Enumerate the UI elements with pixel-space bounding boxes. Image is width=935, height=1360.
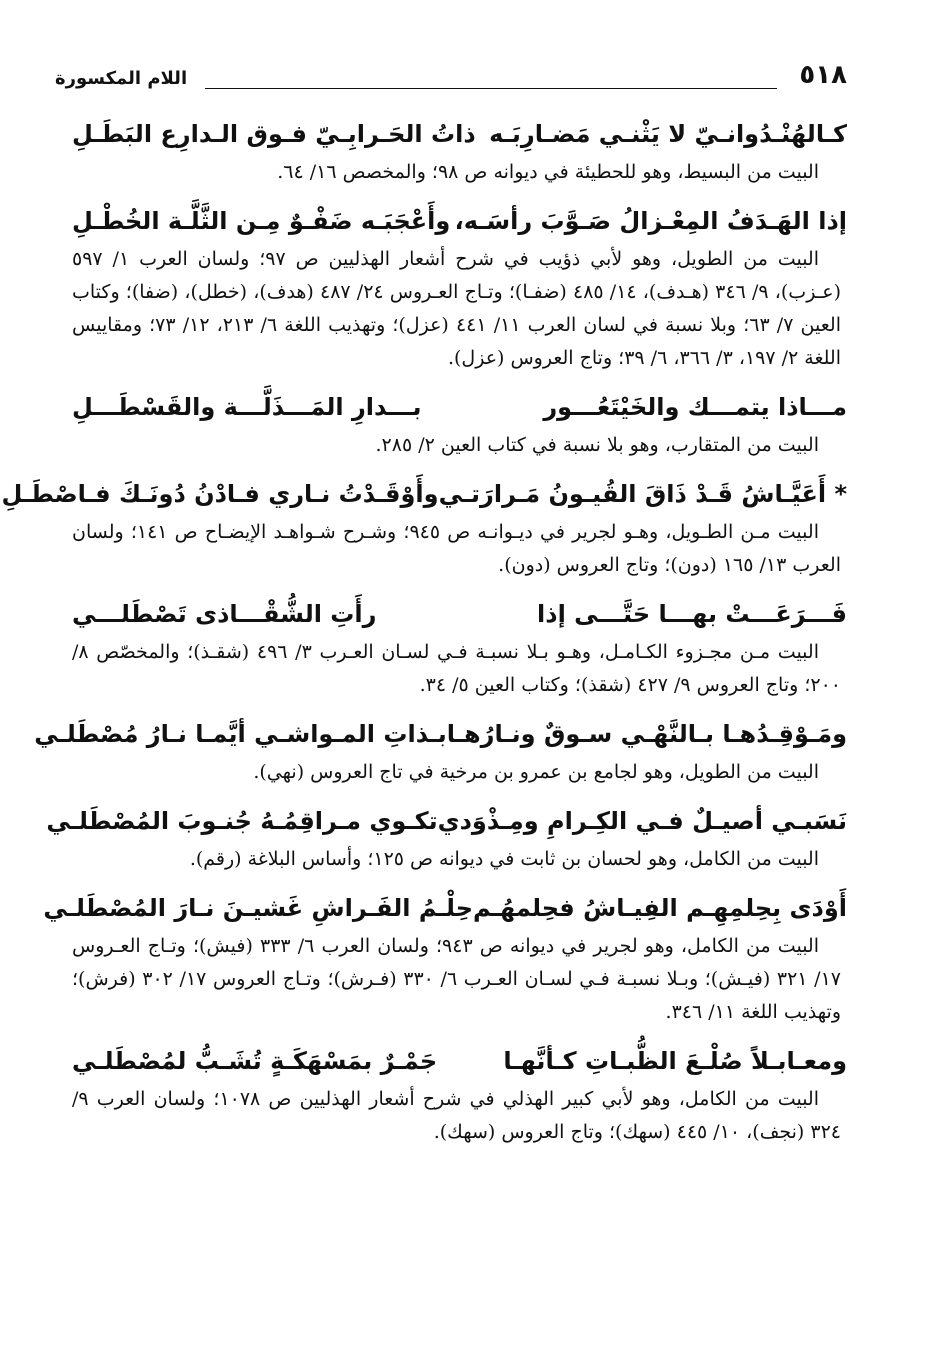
first-hemistich: مـــاذا يتمـــك والخَيْتَعُـــور xyxy=(543,393,847,421)
verse-entry xyxy=(34,712,847,789)
second-hemistich: ذاتُ الحَـرابِـيّ فـوق الـدارِع البَطَـلِ xyxy=(72,120,476,148)
second-hemistich: تكـوي مـراقِمُـهُ جُنـوبَ المُصْطَلـي xyxy=(46,807,438,835)
verse-entry xyxy=(46,799,847,876)
verse-line xyxy=(43,886,847,930)
verse-entry xyxy=(72,199,847,375)
verse-note: البيت مـن مجـزوء الكـامـل، وهـو بـلا نسبـة فـي لسـان العـرب ٣/ ٤٩٦ (شقـذ)؛ والمخصّص ٨/ ٢٠٠؛ وتاج العروس ٩/ ٤٢٧ (شقذ)؛ وكتاب العين ٥/ ٣٤. xyxy=(72,641,841,696)
first-hemistich: ومَـوْقِـدُهـا بـالنَّهْـي سـوقٌ ونـارُهـا xyxy=(446,720,847,748)
second-hemistich: جَمْـرٌ بمَسْهَكَـةٍ تُشَـبُّ لمُصْطَلـي xyxy=(72,1047,438,1075)
verse-line xyxy=(46,799,847,843)
second-hemistich: بـــدارِ المَـــذَلَّـــة والقَسْطَـــلِ xyxy=(72,393,422,421)
verse-entry xyxy=(43,886,847,1029)
first-hemistich: كـالهُنْـدُوانـيّ لا يَثْنـي مَضـارِبَـه xyxy=(489,120,847,148)
second-hemistich: وأَوْقَـدْتُ نـاري فـادْنُ دُونَـكَ فـاصْطَـلِ xyxy=(1,480,439,508)
verse-line xyxy=(34,712,847,756)
verse-entry xyxy=(72,385,847,462)
second-hemistich: وأَعْجَبَـه ضَفْـوٌ مِـن الثَّلَّـة الخُطْـلِ xyxy=(72,207,451,235)
first-hemistich: إذا الهَـدَفُ المِعْـزالُ صَـوَّبَ رأسَـه، xyxy=(454,207,847,235)
first-hemistich: نَسَبـي أصيـلٌ فـي الكِـرامِ ومِـذْوَدي xyxy=(437,807,847,835)
page-content xyxy=(1,112,847,1159)
second-hemistich: بـذاتِ المـواشـي أيَّمـا نـارُ مُصْطَلـي xyxy=(34,720,447,748)
running-title: اللام المكسورة xyxy=(55,68,188,89)
verse-note: البيت من البسيط، وهو للحطيئة في ديوانه ص ٩٨؛ والمخصص ١٦/ ٦٤. xyxy=(277,161,819,183)
verse-note: البيت من الكامل، وهو لأبي كبير الهذلي في شرح أشعار الهذليين ص ١٠٧٨؛ ولسان العرب ٩/ ٣٢٤ (نجف)، ١٠/ ٤٤٥ (سهك)؛ وتاج العروس (سهك). xyxy=(72,1088,841,1143)
verse-line xyxy=(72,199,847,243)
verse-note: البيت من الطويل، وهو لأبي ذؤيب في شرح أشعار الهذليين ص ٩٧؛ ولسان العرب ١/ ٥٩٧ (عـزب)، ٩/ ٣٤٦ (هـدف)، ١٤/ ٤٨٥ (ضفـا)؛ وتـاج العـروس ٢٤/ ٤٨٧ (هدف)، (خطل)، (ضفا)؛ وكتاب العين ٧/ ٦٣؛ وبلا نسبة في لسان العرب ١١/ ٤٤١ (عزل)؛ وتهذيب اللغة ٦/ ٢١٣، ١٢/ ٧٣؛ ومقاييس اللغة ٢/ ١٩٧، ٣/ ٣٦٦، ٦/ ٣٩؛ وتاج العروس (عزل). xyxy=(72,248,841,369)
first-hemistich: * أَعَيَّـاشُ قَـدْ ذَاقَ القُيـونُ مَـرارَتـي xyxy=(438,480,847,508)
verse-note: البيت من الطويل، وهو لجامع بن عمرو بن مرخية في تاج العروس (نهي). xyxy=(253,761,819,783)
verse-entry xyxy=(1,472,847,582)
page-header xyxy=(55,60,847,100)
verse-line xyxy=(72,385,847,429)
verse-entry xyxy=(72,592,847,702)
second-hemistich: رأَتِ الشُّقْـــاذى تَصْطَلـــي xyxy=(72,600,377,628)
header-rule xyxy=(205,88,777,89)
verse-note: البيت مـن الطـويل، وهـو لجرير في ديـوانـه ص ٩٤٥؛ وشـرح شـواهـد الإيضـاح ص ١٤١؛ ولسان العرب ١٣/ ١٦٥ (دون)؛ وتاج العروس (دون). xyxy=(72,521,841,576)
verse-note: البيت من المتقارب، وهو بلا نسبة في كتاب العين ٢/ ٢٨٥. xyxy=(375,434,819,456)
verse-line xyxy=(1,472,847,516)
verse-line xyxy=(72,1039,847,1083)
verse-entry xyxy=(72,1039,847,1149)
verse-line xyxy=(72,112,847,156)
verse-note: البيت من الكامل، وهو لحسان بن ثابت في ديوانه ص ١٢٥؛ وأساس البلاغة (رقم). xyxy=(189,848,819,870)
second-hemistich: حِلْـمُ الفَـراشِ غَشيـنَ نـارَ المُصْطَلـي xyxy=(43,894,473,922)
page-number: ٥١٨ xyxy=(799,60,847,90)
verse-entry xyxy=(72,112,847,189)
first-hemistich: أَوْدَى بِحِلمِهِـم الفِيـاشُ فحِلمهُـم xyxy=(473,894,847,922)
first-hemistich: ومعـابـلاً صُلْـعَ الظُّبـاتِ كـأنَّهـا xyxy=(503,1047,847,1075)
first-hemistich: فَـــرَعَـــتْ بهـــا حَتَّـــى إذا xyxy=(537,600,847,628)
verse-line xyxy=(72,592,847,636)
verse-note: البيت من الكامل، وهو لجرير في ديوانه ص ٩٤٣؛ ولسان العرب ٦/ ٣٣٣ (فيش)؛ وتـاج العـروس ١٧/ ٣٢١ (فيـش)؛ وبـلا نسبـة فـي لسـان العـرب ٦/ ٣٣٠ (فـرش)؛ وتـاج العروس ١٧/ ٣٠٢ (فرش)؛ وتهذيب اللغة ١١/ ٣٤٦. xyxy=(72,935,841,1023)
